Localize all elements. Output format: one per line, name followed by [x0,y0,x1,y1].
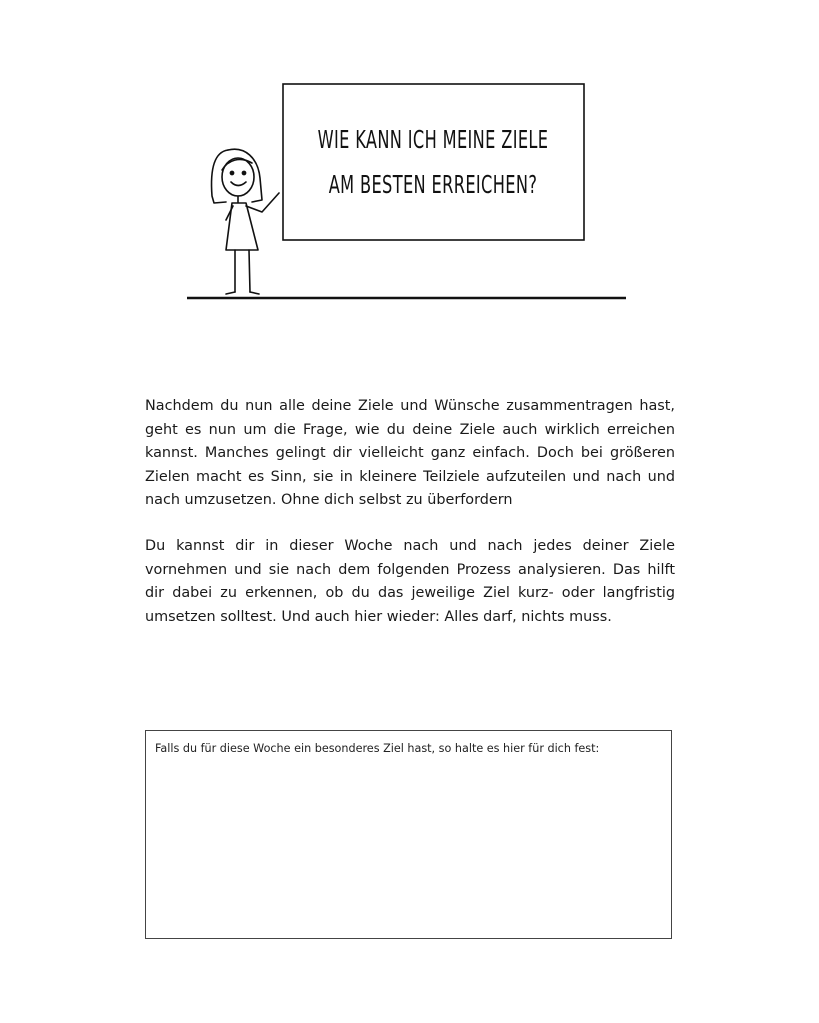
goal-note-box[interactable] [145,730,672,939]
sign-title-line-1: WIE KANN ICH MEINE ZIELE [317,124,549,154]
process-paragraph: Du kannst dir in dieser Woche nach und nach jedes deiner Ziele vornehmen und sie nach dem folgenden Prozess analysieren. Das hilft dir dabei zu erkennen, ob du das jeweilige Ziel kurz- oder langfristig umsetzen solltest. Und auch hier wieder: Alles darf, nichts muss. [145,538,675,625]
intro-paragraph: Nachdem du nun alle deine Ziele und Wünsche zusammentragen hast, geht es nun um die Frage, wie du deine Ziele auch wirklich erreichen kannst. Manches gelingt dir vielleicht ganz einfach. Doch bei größeren Zielen macht es Sinn, sie in kleinere Teilziele aufzuteilen und nach und nach umzusetzen. Ohne dich selbst zu überfordern [145,398,675,508]
sign-title-line-2: AM BESTEN ERREICHEN? [328,169,538,199]
sign-title [317,83,549,240]
stick-figure [212,149,279,294]
goal-note-prompt: Falls du für diese Woche ein besonderes Ziel hast, so halte es hier für dich fest: [155,742,600,755]
